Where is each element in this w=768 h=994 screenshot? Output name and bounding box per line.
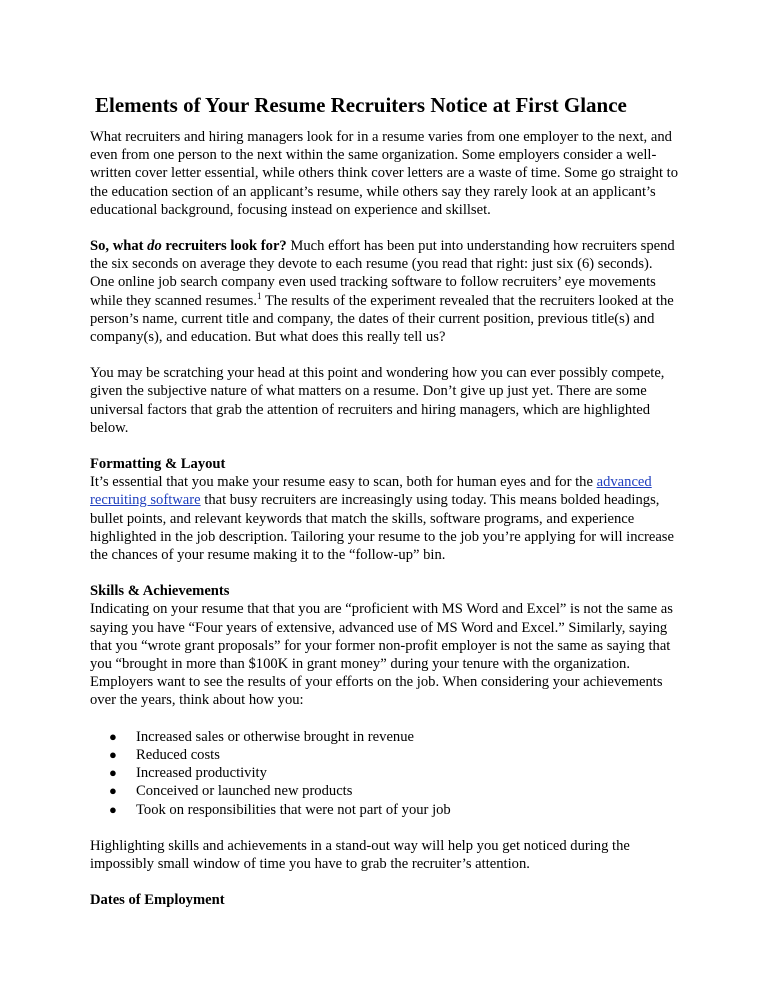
page-title: Elements of Your Resume Recruiters Notice at First Glance — [95, 93, 627, 117]
skills-closing-paragraph: Highlighting skills and achievements in a stand-out way will help you get noticed during the impossibly small window of time you have to grab the recruiter’s attention. — [90, 837, 630, 872]
list-item-text: Increased productivity — [136, 765, 267, 782]
so-what-lead — [90, 238, 287, 254]
so-what-text-1: Much effort has been put into understanding how recruiters spend the six seconds on average they devote to each resume (you read that right: just six (6) seconds). One online job search company even used tracking software to follow recruiters’ eye movements while they scanned resumes. — [90, 238, 675, 309]
so-what-lead-emphasis: do — [147, 238, 162, 255]
achievements-list — [90, 728, 680, 819]
list-item — [109, 728, 680, 746]
formatting-heading: Formatting & Layout — [90, 456, 226, 473]
formatting-text-2: that busy recruiters are increasingly using today. This means bolded headings, bullet points, and relevant keywords that match the skills, software programs, and experience highlighted in the job description. Tailoring your resume to the job you’re applying for will increase the chances of your resume making it to the “follow-up” bin. — [90, 492, 674, 564]
so-what-lead-1: So, what — [90, 238, 148, 255]
formatting-text-1: It’s essential that you make your resume easy to scan, both for human eyes and for the — [90, 474, 597, 491]
bullet-icon: ● — [109, 765, 117, 781]
list-item-text: Conceived or launched new products — [136, 783, 353, 800]
bullet-icon: ● — [109, 746, 117, 762]
skills-heading: Skills & Achievements — [90, 583, 230, 600]
list-item — [109, 746, 680, 764]
document-body — [90, 92, 680, 909]
bullet-icon: ● — [109, 728, 117, 744]
bullet-icon: ● — [109, 783, 117, 799]
footnote-marker: 1 — [256, 290, 262, 301]
skills-paragraph: Indicating on your resume that that you are “proficient with MS Word and Excel” is not the same as saying you have “Four years of extensive, advanced use of MS Word and Excel.” Similarly, saying that you “wrote grant proposals” for your former non-profit employer is not the same as saying that you “brought in more than $100K in grant money” during your tenure with the organization. Employers want to see the results of your efforts on the job. When considering your achievements over the years, think about how you: — [90, 601, 673, 709]
list-item — [109, 782, 680, 800]
so-what-text-2: The results of the experiment revealed that the recruiters looked at the person’s name, current title and company, the dates of their current position, previous title(s) and company(s), and education. But what does this really tell us? — [90, 292, 674, 346]
list-item-text: Increased sales or otherwise brought in revenue — [136, 728, 414, 745]
advanced-recruiting-software-link[interactable]: advanced recruiting software — [90, 474, 652, 509]
list-item-text: Took on responsibilities that were not part of your job — [136, 801, 451, 818]
so-what-lead-2: recruiters look for? — [161, 238, 287, 255]
list-item — [109, 801, 680, 819]
formatting-paragraph — [90, 473, 680, 564]
intro-paragraph: What recruiters and hiring managers look for in a resume varies from one employer to the next, and even from one person to the next within the same organization. Some employers consider a well-written cover letter essential, while others think cover letters are a waste of time. Some go straight to the education section of an applicant’s resume, while others say they rarely look at an applicant’s educational background, focusing instead on experience and skillset. — [90, 129, 679, 218]
list-item-text: Reduced costs — [136, 746, 220, 763]
bullet-icon: ● — [109, 801, 117, 817]
scratching-paragraph: You may be scratching your head at this point and wondering how you can ever possibly compete, given the subjective nature of what matters on a resume. Don’t give up just yet. There are some universal factors that grab the attention of recruiters and hiring managers, which are highlighted below. — [90, 365, 665, 436]
dates-heading: Dates of Employment — [90, 892, 225, 909]
so-what-paragraph — [90, 237, 680, 346]
list-item — [109, 764, 680, 782]
